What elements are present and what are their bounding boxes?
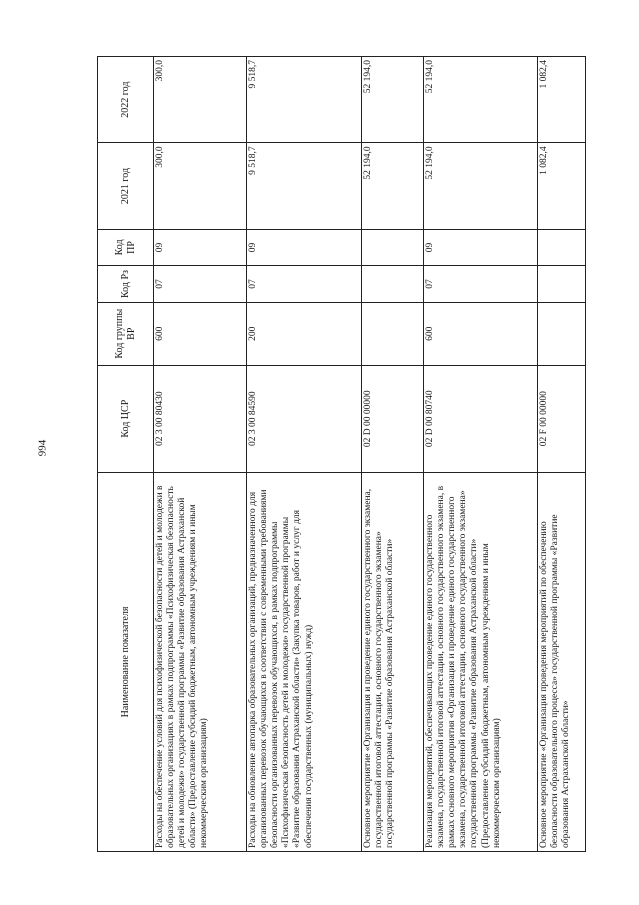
row-rz: 07 xyxy=(424,266,538,303)
header-csr: Код ЦСР xyxy=(98,365,154,472)
row-2022: 9 518,7 xyxy=(247,57,362,143)
table-header-row xyxy=(98,57,154,852)
row-name: Основное мероприятие «Организация и проведение единого государственного экзамена, государственной итоговой аттестации, основного государственного экзамена» государственной программы «Развитие образования Астраханской области» xyxy=(362,472,424,851)
row-2021: 52 194,0 xyxy=(362,143,424,229)
row-name: Основное мероприятие «Организация проведения мероприятий по обеспечению безопасности образовательного процесса» государственной программы «Развитие образования Астраханской области» xyxy=(538,472,586,851)
header-2021: 2021 год xyxy=(98,143,154,229)
row-vr xyxy=(362,302,424,365)
table-row xyxy=(362,57,424,852)
row-2022: 52 194,0 xyxy=(362,57,424,143)
row-rz xyxy=(538,266,586,303)
row-2021: 52 194,0 xyxy=(424,143,538,229)
row-csr: 02 D 00 80740 xyxy=(424,365,538,472)
row-name: Расходы на обновление автопарка образовательных организаций, предназначенного для организованных перевозок обучающихся в соответствии с современными требованиями безопасности организованных перевозок обучающихся, в рамках подпрограммы «Психофизическая безопасность детей и молодежи» государственной программы «Развитие образования Астраханской области» (Закупка товаров, работ и услуг для обеспечения государственных (муниципальных) нужд) xyxy=(247,472,362,851)
row-rz xyxy=(362,266,424,303)
row-pr xyxy=(538,229,586,266)
row-pr: 09 xyxy=(247,229,362,266)
row-2022: 300,0 xyxy=(154,57,247,143)
header-name: Наименование показателя xyxy=(98,472,154,851)
row-vr: 200 xyxy=(247,302,362,365)
header-2022: 2022 год xyxy=(98,57,154,143)
row-name: Расходы на обеспечение условий для психофизической безопасности детей и молодежи в образовательных организациях в рамках подпрограммы «Психофизическая безопасность детей и молодежи» государственной программы «Развитие образования Астраханской области» (Предоставление субсидий бюджетным, автономным учреждениям и иным некоммерческим организациям) xyxy=(154,472,247,851)
row-2021: 1 082,4 xyxy=(538,143,586,229)
row-vr: 600 xyxy=(154,302,247,365)
row-name: Реализация мероприятий, обеспечивающих проведение единого государственного экзамена, государственной итоговой аттестации, основного государственного экзамена, в рамках основного мероприятия «Организация и проведение единого государственного экзамена, государственной итоговой аттестации, основного государственного экзамена» государственной программы «Развитие образования Астраханской области» (Предоставление субсидий бюджетным, автономным учреждениям и иным некоммерческим организациям) xyxy=(424,472,538,851)
header-pr: Код ПР xyxy=(98,229,154,266)
row-2021: 9 518,7 xyxy=(247,143,362,229)
row-2022: 52 194,0 xyxy=(424,57,538,143)
row-vr xyxy=(538,302,586,365)
table-row xyxy=(154,57,247,852)
table-row xyxy=(247,57,362,852)
row-pr xyxy=(362,229,424,266)
row-2021: 300,0 xyxy=(154,143,247,229)
row-csr: 02 F 00 00000 xyxy=(538,365,586,472)
row-rz: 07 xyxy=(247,266,362,303)
row-csr: 02 D 00 00000 xyxy=(362,365,424,472)
rotated-table-wrapper xyxy=(97,56,572,852)
table-row xyxy=(424,57,538,852)
budget-table xyxy=(97,56,586,852)
table-row xyxy=(538,57,586,852)
row-vr: 600 xyxy=(424,302,538,365)
header-vr: Код группы ВР xyxy=(98,302,154,365)
row-csr: 02 3 00 80430 xyxy=(154,365,247,472)
header-rz: Код Рз xyxy=(98,266,154,303)
page-number: 994 xyxy=(36,439,49,457)
row-pr: 09 xyxy=(154,229,247,266)
row-csr: 02 3 00 84590 xyxy=(247,365,362,472)
row-rz: 07 xyxy=(154,266,247,303)
row-2022: 1 082,4 xyxy=(538,57,586,143)
row-pr: 09 xyxy=(424,229,538,266)
